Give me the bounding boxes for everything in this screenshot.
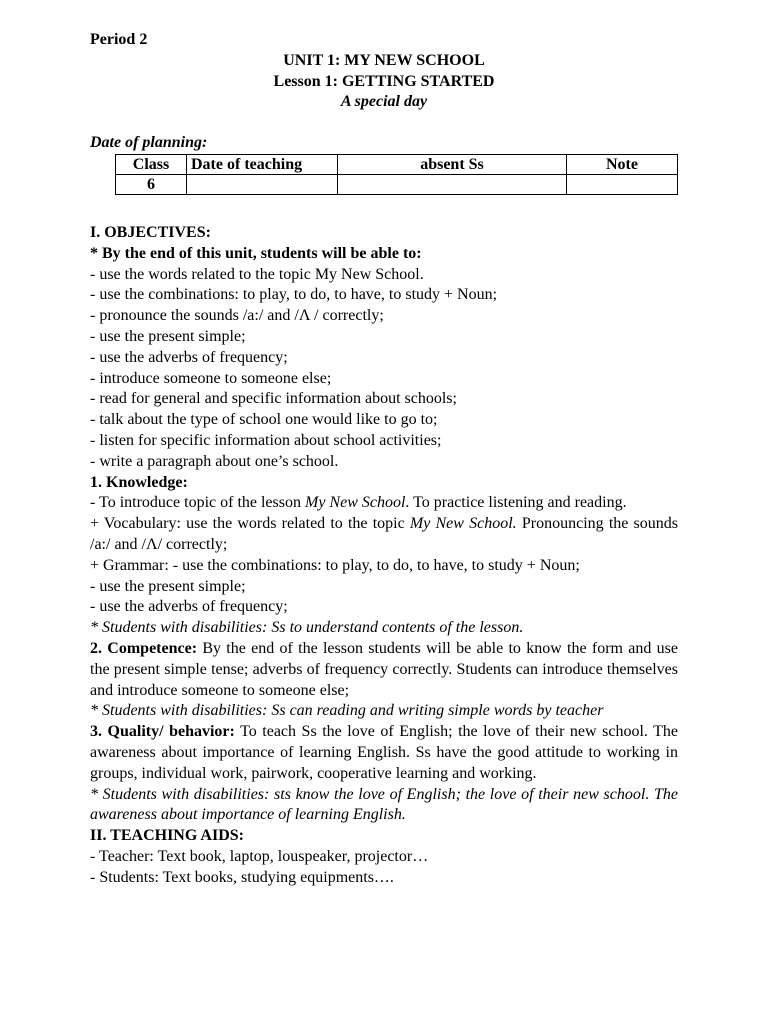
- grammar-item: - use the present simple;: [90, 577, 246, 595]
- disabilities-note: * Students with disabilities: Ss can reading and writing simple words by teacher: [90, 702, 604, 720]
- lesson-plan-page: [90, 30, 678, 888]
- grammar-line: + Grammar: - use the combinations: to play, to do, to have, to study + Noun;: [90, 556, 580, 574]
- text-span: . To practice listening and reading.: [405, 494, 627, 512]
- objective-item: - introduce someone to someone else;: [90, 369, 332, 387]
- lesson-title: Lesson 1: GETTING STARTED: [273, 72, 495, 90]
- text-span: By the end of the lesson students will be able to know the form and use the present simple tense; adverbs of frequency correctly. Students can introduce themselves and introduce someone to someone else;: [90, 639, 678, 699]
- text-span: - To introduce topic of the lesson: [90, 494, 305, 512]
- disabilities-note: * Students with disabilities: Ss to understand contents of the lesson.: [90, 619, 524, 637]
- topic-emphasis: My New School: [304, 494, 406, 512]
- table-cell: [567, 174, 678, 194]
- table-cell: [338, 174, 567, 194]
- text-span: Pronouncing the sounds /a:/ and /Λ/ correctly;: [90, 515, 679, 553]
- disabilities-note: * Students with disabilities: sts know the love of English; the love of their new school. The awareness about importance of learning English.: [90, 785, 678, 824]
- table-header-row: [116, 154, 678, 174]
- text-span: To teach Ss the love of English; the love of their new school. The awareness about importance of learning English. Ss have the good attitude to working in groups, individual work, pairwork, cooperative learning and working.: [90, 723, 678, 782]
- spacer: [90, 195, 678, 223]
- unit-title: UNIT 1: MY NEW SCHOOL: [283, 51, 485, 69]
- teaching-aids-heading: II. TEACHING AIDS:: [90, 827, 244, 845]
- objective-item: - use the present simple;: [90, 327, 246, 345]
- objective-item: - listen for specific information about school activities;: [90, 431, 442, 449]
- table-cell: [187, 174, 338, 194]
- objectives-heading: I. OBJECTIVES:: [90, 223, 211, 241]
- competence-paragraph: [90, 639, 678, 701]
- competence-heading: 2. Competence:: [90, 639, 198, 657]
- table-row: [116, 174, 678, 194]
- spacer: [90, 113, 678, 133]
- student-aids: - Students: Text books, studying equipments….: [90, 868, 394, 886]
- teacher-aids: - Teacher: Text book, laptop, louspeaker, projector…: [90, 847, 429, 865]
- knowledge-paragraph: [90, 493, 678, 514]
- knowledge-heading: 1. Knowledge:: [90, 473, 188, 491]
- objective-item: - write a paragraph about one’s school.: [90, 452, 339, 470]
- table-header-cell: Note: [567, 154, 678, 174]
- vocabulary-paragraph: [90, 514, 678, 556]
- table-cell: 6: [116, 174, 187, 194]
- quality-heading: 3. Quality/ behavior:: [90, 723, 235, 741]
- objectives-intro: * By the end of this unit, students will be able to:: [90, 244, 422, 262]
- objective-item: - read for general and specific information about schools;: [90, 390, 457, 408]
- grammar-item: - use the adverbs of frequency;: [90, 598, 288, 616]
- objective-item: - talk about the type of school one would like to go to;: [90, 411, 438, 429]
- objective-item: - pronounce the sounds /a:/ and /Λ / correctly;: [90, 307, 384, 325]
- text-span: + Vocabulary: use the words related to the topic: [90, 515, 410, 533]
- lesson-subtitle: A special day: [340, 93, 428, 111]
- planning-label: Date of planning:: [90, 134, 208, 152]
- table-header-cell: absent Ss: [338, 154, 567, 174]
- table-header-cell: Class: [116, 154, 187, 174]
- period-label: Period 2: [90, 31, 148, 48]
- objective-item: - use the adverbs of frequency;: [90, 348, 288, 366]
- topic-emphasis: My New School.: [409, 515, 517, 533]
- objective-item: - use the words related to the topic My New School.: [90, 265, 424, 283]
- objective-item: - use the combinations: to play, to do, to have, to study + Noun;: [90, 286, 498, 304]
- planning-table: [115, 154, 678, 195]
- table-header-cell: Date of teaching: [187, 154, 338, 174]
- quality-paragraph: [90, 722, 678, 784]
